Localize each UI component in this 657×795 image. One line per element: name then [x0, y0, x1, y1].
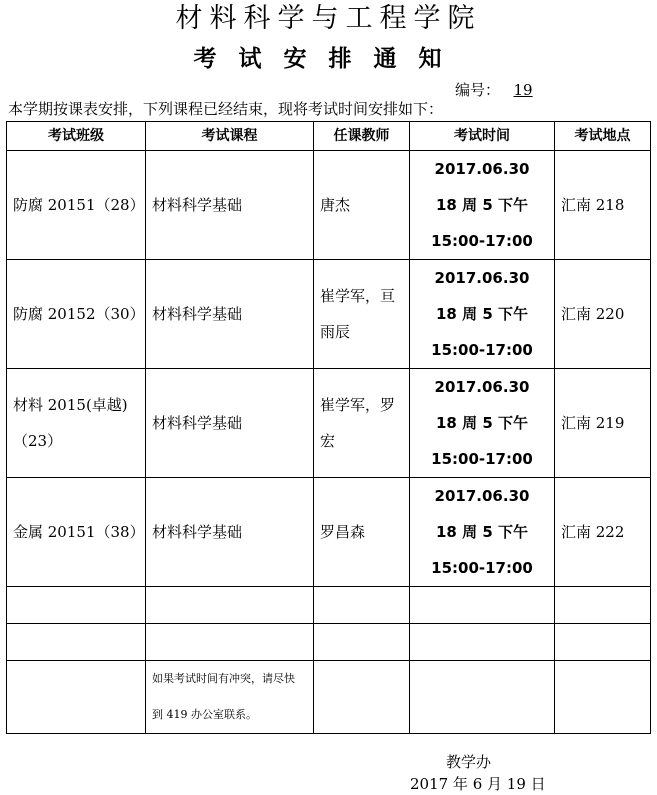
table-row [7, 369, 651, 478]
cell-class: 防腐 20152（30） [7, 260, 146, 369]
table-row [7, 151, 651, 260]
cell-teacher: 崔学军，罗宏 [314, 369, 410, 478]
cell-place: 汇南 219 [555, 369, 651, 478]
cell-course: 材料科学基础 [146, 478, 314, 587]
table-row-empty [7, 587, 651, 624]
document-number-value: 19 [513, 81, 533, 99]
cell-teacher: 罗昌森 [314, 478, 410, 587]
table-row-note [7, 661, 651, 734]
exam-date: 2017.06.30 [434, 160, 530, 178]
cell-place: 汇南 222 [555, 478, 651, 587]
header-class: 考试班级 [7, 122, 146, 151]
cell-class: 材料 2015(卓越)（23） [7, 369, 146, 478]
cell-course: 材料科学基础 [146, 369, 314, 478]
exam-hours: 15:00-17:00 [431, 450, 533, 468]
exam-hours: 15:00-17:00 [431, 559, 533, 577]
cell-empty [314, 624, 410, 661]
cell-empty [314, 661, 410, 734]
cell-teacher: 唐杰 [314, 151, 410, 260]
cell-place: 汇南 218 [555, 151, 651, 260]
exam-hours: 15:00-17:00 [431, 232, 533, 250]
cell-class: 防腐 20151（28） [7, 151, 146, 260]
cell-teacher: 崔学军，亘雨辰 [314, 260, 410, 369]
signature-date: 2017 年 6 月 19 日 [410, 775, 546, 793]
cell-time [410, 478, 555, 587]
header-teacher: 任课教师 [314, 122, 410, 151]
exam-week: 18 周 5 下午 [436, 414, 528, 432]
cell-empty [7, 587, 146, 624]
cell-empty [410, 661, 555, 734]
cell-course: 材料科学基础 [146, 260, 314, 369]
table-row [7, 260, 651, 369]
header-place: 考试地点 [555, 122, 651, 151]
exam-week: 18 周 5 下午 [436, 305, 528, 323]
cell-empty [7, 624, 146, 661]
cell-place: 汇南 220 [555, 260, 651, 369]
exam-date: 2017.06.30 [434, 269, 530, 287]
table-row [7, 478, 651, 587]
exam-date: 2017.06.30 [434, 378, 530, 396]
cell-empty [555, 624, 651, 661]
cell-note [146, 661, 314, 734]
cell-time [410, 260, 555, 369]
cell-time [410, 369, 555, 478]
header-time: 考试时间 [410, 122, 555, 151]
intro-text: 本学期按课表安排，下列课程已经结束，现将考试时间安排如下： [8, 100, 444, 118]
table-row-empty [7, 624, 651, 661]
cell-empty [146, 587, 314, 624]
exam-week: 18 周 5 下午 [436, 523, 528, 541]
exam-schedule-table [6, 121, 651, 734]
cell-empty [410, 587, 555, 624]
cell-empty [314, 587, 410, 624]
document-title: 材料科学与工程学院 [175, 3, 482, 34]
header-course: 考试课程 [146, 122, 314, 151]
cell-empty [555, 661, 651, 734]
cell-empty [555, 587, 651, 624]
note-line: 到 419 办公室联系。 [152, 708, 257, 721]
document-subtitle: 考试安排通知 [193, 45, 464, 72]
table-header-row [7, 122, 651, 151]
exam-date: 2017.06.30 [434, 487, 530, 505]
cell-empty [410, 624, 555, 661]
note-line: 如果考试时间有冲突，请尽快 [152, 672, 295, 685]
document-number [455, 80, 546, 100]
exam-week: 18 周 5 下午 [436, 196, 528, 214]
cell-empty [7, 661, 146, 734]
exam-hours: 15:00-17:00 [431, 341, 533, 359]
document-number-label: 编号： [455, 81, 501, 99]
cell-class: 金属 20151（38） [7, 478, 146, 587]
signature-office: 教学办 [446, 753, 492, 771]
cell-empty [146, 624, 314, 661]
cell-course: 材料科学基础 [146, 151, 314, 260]
cell-time [410, 151, 555, 260]
